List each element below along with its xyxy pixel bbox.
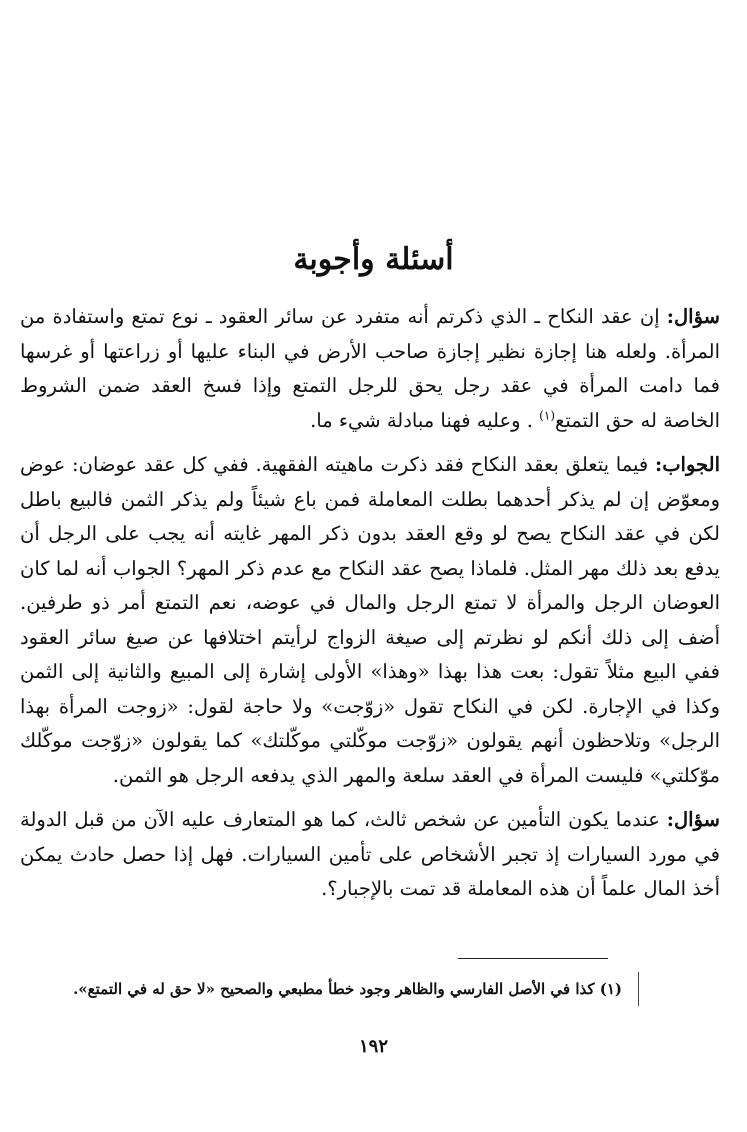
- question-label: سؤال:: [666, 808, 720, 831]
- footnote-divider: [458, 958, 608, 959]
- footnote: [20, 976, 622, 1002]
- question-1: [20, 300, 720, 438]
- main-text: [20, 300, 720, 917]
- page-number: ١٩٢: [358, 1036, 388, 1057]
- footnote-reference: (١): [539, 408, 555, 422]
- answer-1: [20, 448, 720, 793]
- question-text: عندما يكون التأمين عن شخص ثالث، كما هو المتعارف عليه الآن من قبل الدولة في مورد السيارات إذ تجبر الأشخاص على تأمين السيارات. فهل إذا حصل حادث يمكن أخذ المال علماً أن هذه المعاملة قد تمت بالإجبار؟.: [20, 808, 720, 900]
- margin-line: [638, 972, 639, 1006]
- answer-label: الجواب:: [655, 453, 720, 476]
- footnote-number: (١): [599, 980, 622, 998]
- question-text-end: . وعليه فهنا مبادلة شيء ما.: [310, 408, 540, 432]
- question-label: سؤال:: [666, 305, 720, 328]
- answer-text: فيما يتعلق بعقد النكاح فقد ذكرت ماهيته الفقهية. ففي كل عقد عوضان: عوض ومعوّض إن لم يذكر أحدهما بطلت المعاملة فمن باع شيئاً ولم يذكر الثمن فالبيع باطل لكن في عقد النكاح يصح لو وقع العقد بدون ذكر المهر غايته أنه يجب على الرجل أن يدفع بعد ذلك مهر المثل. فلماذا يصح عقد النكاح مع عدم ذكر المهر؟ الجواب أنه لما كان العوضان الرجل والمرأة لا تمتع الرجل والمال في عوضه، نعم التمتع أمر ذو طرفين. أضف إلى ذلك أنكم لو نظرتم إلى صيغة الزواج لرأيتم اختلافها عن صيغ سائر العقود ففي البيع مثلاً تقول: بعت هذا بهذا «وهذا» الأولى إشارة إلى المبيع والثانية إلى الثمن وكذا في الإجارة. لكن في النكاح تقول «زوّجت» ولا حاجة لقول: «زوجت المرأة بهذا الرجل» وتلاحظون أنهم يقولون «زوّجت موكّلتي موكّلتك» كما يقولون «زوّجت موكّلك موّكلتي» فليست المرأة في العقد سلعة والمهر الذي يدفعه الرجل هو الثمن.: [20, 453, 720, 787]
- question-2: [20, 803, 720, 907]
- question-text: إن عقد النكاح ـ الذي ذكرتم أنه متفرد عن سائر العقود ـ نوع تمتع واستفادة من المرأة. ولعله هنا إجازة نظير إجازة صاحب الأرض في البناء عليها أو زراعتها أو غرسها فما دامت المرأة في عقد رجل يحق للرجل التمتع وإذا فسخ العقد ضمن الشروط الخاصة له حق التمتع: [20, 305, 720, 432]
- footnote-text: كذا في الأصل الفارسي والظاهر وجود خطأ مطبعي والصحيح «لا حق له في التمتع».: [73, 980, 600, 998]
- page-title: أسئلة وأجوبة: [293, 242, 454, 277]
